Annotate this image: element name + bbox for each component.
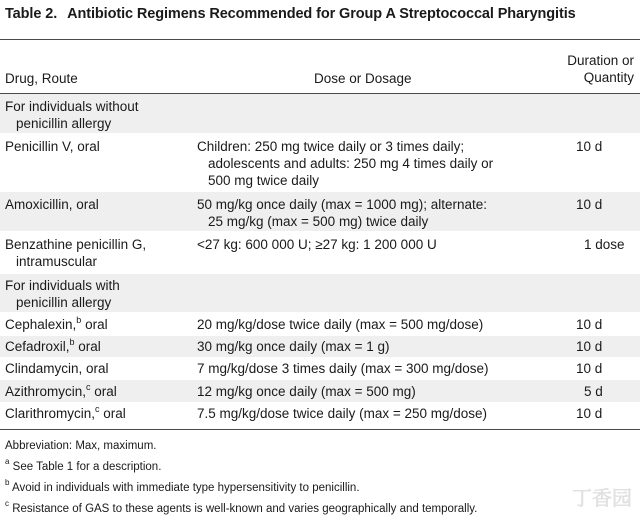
penicillin-dose-line3: 500 mg twice daily [208, 173, 320, 188]
clarithromycin-drug-route: oral [99, 406, 126, 421]
footnote-b-text: Avoid in individuals with immediate type hypersensitivity to penicillin. [9, 482, 360, 494]
table-row-penicillin-drug: Penicillin V, oral [5, 139, 100, 154]
table-row-benzathine-duration: 1 dose [584, 237, 625, 252]
footnote-ref-b: b [69, 336, 75, 347]
footnote-a-text: See Table 1 for a description. [9, 461, 162, 473]
footnote-c [5, 499, 478, 516]
footnote-ref-c: c [95, 403, 100, 414]
footnote-a [5, 457, 162, 474]
bottom-rule [0, 429, 640, 430]
table-row-cephalexin-dose: 20 mg/kg/dose twice daily (max = 500 mg/dose) [197, 317, 484, 332]
header-dose: Dose or Dosage [314, 71, 412, 86]
table-row-clindamycin-drug: Clindamycin, oral [5, 361, 109, 376]
cephalexin-drug-route: oral [81, 317, 108, 332]
table-row-cefadroxil-drug [5, 338, 101, 355]
penicillin-dose-line1: Children: 250 mg twice daily or 3 times daily; [197, 139, 465, 154]
footnote-abbreviation: Abbreviation: Max, maximum. [5, 440, 157, 452]
table-row-clarithromycin-dose: 7.5 mg/kg/dose twice daily (max = 250 mg/dose) [197, 406, 488, 421]
table-row-amoxicillin-dose [197, 196, 487, 230]
table-row-cephalexin-drug [5, 316, 108, 333]
header-duration-line2: Quantity [583, 70, 634, 85]
header-drug-route: Drug, Route [5, 71, 78, 86]
clarithromycin-drug-name: Clarithromycin, [5, 406, 96, 421]
header-duration-line1: Duration or [567, 53, 634, 68]
top-rule [0, 39, 640, 40]
table-row-amoxicillin-duration: 10 d [576, 197, 603, 212]
section-no-allergy-line2: penicillin allergy [16, 116, 112, 131]
section-allergy-line2: penicillin allergy [16, 295, 112, 310]
amoxicillin-dose-line1: 50 mg/kg once daily (max = 1000 mg); alternate: [197, 197, 488, 212]
footnote-b-mark: b [5, 478, 10, 488]
table-row-benzathine-drug [5, 236, 146, 270]
amoxicillin-dose-line2: 25 mg/kg (max = 500 mg) twice daily [208, 214, 429, 229]
table-row-azithromycin-drug [5, 383, 117, 400]
footnote-b [5, 478, 360, 495]
table-row-cefadroxil-duration: 10 d [576, 339, 603, 354]
cephalexin-drug-name: Cephalexin, [5, 317, 77, 332]
azithromycin-drug-route: oral [90, 384, 117, 399]
table-row-penicillin-dose [197, 138, 493, 189]
site-watermark: 丁香园 [572, 488, 632, 510]
table-row-azithromycin-dose: 12 mg/kg once daily (max = 500 mg) [197, 384, 416, 399]
footnote-ref-c: c [86, 381, 91, 392]
penicillin-dose-line2: adolescents and adults: 250 mg 4 times daily or [208, 156, 494, 171]
cefadroxil-drug-name: Cefadroxil, [5, 339, 70, 354]
table-row-clarithromycin-duration: 10 d [576, 406, 603, 421]
table-row-cefadroxil-dose: 30 mg/kg once daily (max = 1 g) [197, 339, 390, 354]
footnote-ref-b: b [76, 314, 82, 325]
benzathine-drug-line2: intramuscular [16, 254, 98, 269]
cefadroxil-drug-route: oral [74, 339, 101, 354]
table-title [5, 6, 635, 22]
footnote-c-mark: c [5, 499, 9, 509]
table-row-clindamycin-duration: 10 d [576, 361, 603, 376]
table-row-clindamycin-dose: 7 mg/kg/dose 3 times daily (max = 300 mg/dose) [197, 361, 489, 376]
table-row-penicillin-duration: 10 d [576, 139, 603, 154]
table-row-clarithromycin-drug [5, 405, 126, 422]
footnote-c-text: Resistance of GAS to these agents is well-known and varies geographically and temporally. [9, 503, 478, 515]
footnote-a-mark: a [5, 457, 10, 467]
table-row-benzathine-dose: <27 kg: 600 000 U; ≥27 kg: 1 200 000 U [197, 237, 437, 252]
section-label-no-allergy [5, 98, 139, 132]
azithromycin-drug-name: Azithromycin, [5, 384, 87, 399]
table-row-cephalexin-duration: 10 d [576, 317, 603, 332]
table-row-amoxicillin-drug: Amoxicillin, oral [5, 197, 99, 212]
header-duration [567, 52, 634, 86]
section-allergy-line1: For individuals with [5, 278, 120, 293]
table-title-text: Antibiotic Regimens Recommended for Group A Streptococcal Pharyngitis [67, 6, 576, 22]
table-row-azithromycin-duration: 5 d [584, 384, 603, 399]
section-label-allergy [5, 277, 120, 311]
section-no-allergy-line1: For individuals without [5, 99, 139, 114]
table-number: Table 2. [5, 6, 58, 22]
benzathine-drug-line1: Benzathine penicillin G, [5, 237, 147, 252]
